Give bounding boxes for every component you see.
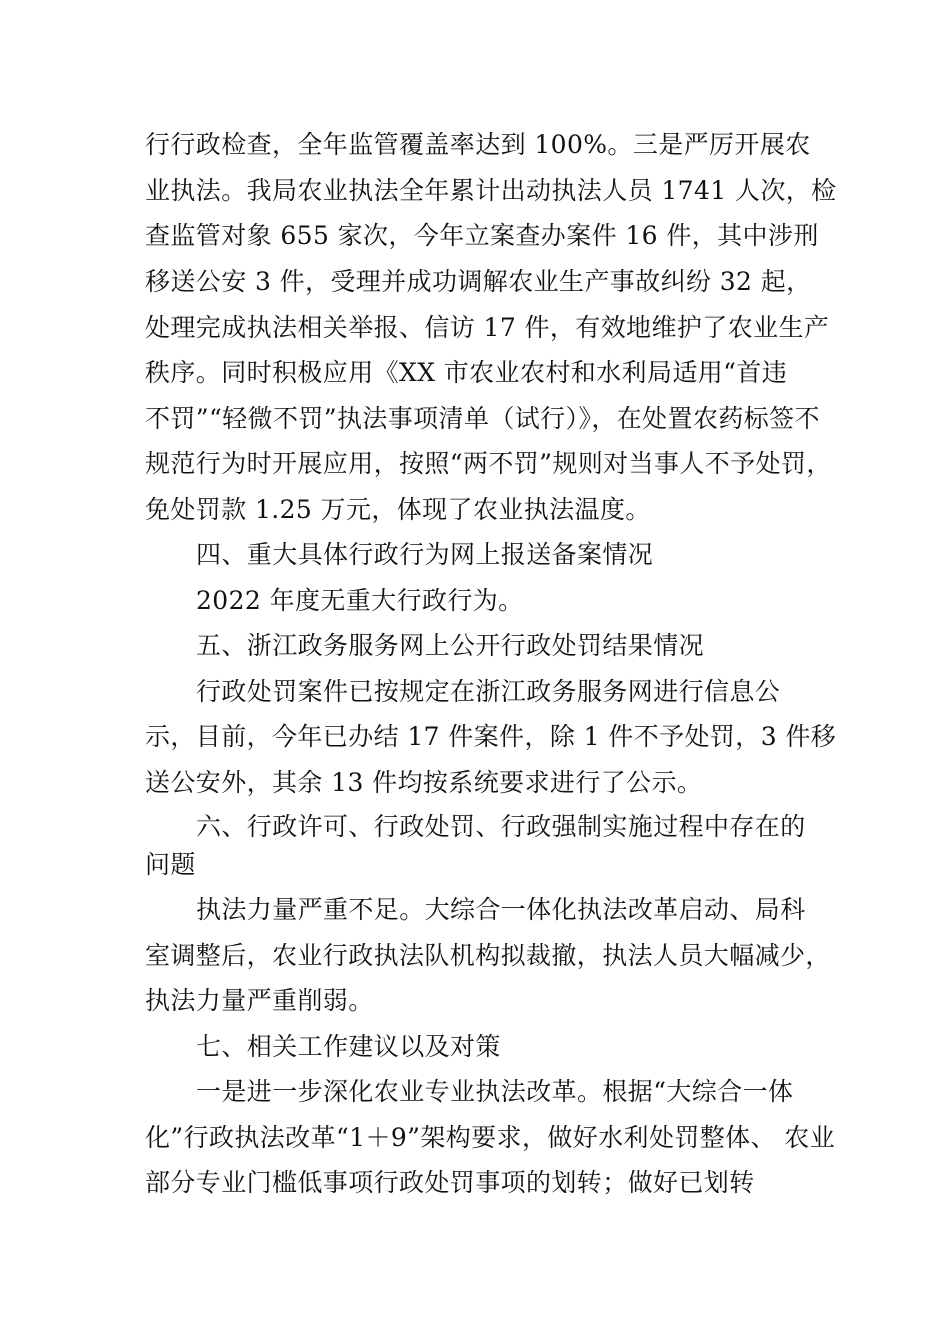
paragraph-line: 秩序。同时积极应用《XX 市农业农村和水利局适用“首违: [145, 358, 788, 387]
paragraph-line: 执法力量严重削弱。: [145, 986, 374, 1015]
paragraph-line: 示，目前，今年已办结 17 件案件，除 1 件不予处罚，3 件移: [145, 722, 837, 751]
paragraph-line: 执法力量严重不足。大综合一体化执法改革启动、局科: [196, 895, 806, 924]
paragraph-line: 免处罚款 1.25 万元，体现了农业执法温度。: [145, 495, 651, 524]
paragraph-line: 一是进一步深化农业专业执法改革。根据“大综合一体: [196, 1077, 794, 1106]
paragraph-line: 2022 年度无重大行政行为。: [196, 586, 524, 615]
paragraph-line: 规范行为时开展应用，按照“两不罚”规则对当事人不予处罚，: [145, 449, 832, 478]
paragraph-line: 室调整后，农业行政执法队机构拟裁撤，执法人员大幅减少，: [145, 941, 831, 970]
paragraph-line: 查监管对象 655 家次，今年立案查办案件 16 件，其中涉刑: [145, 221, 819, 250]
paragraph-line: 处理完成执法相关举报、信访 17 件，有效地维护了农业生产: [145, 313, 830, 342]
paragraph-line: 行政处罚案件已按规定在浙江政务服务网进行信息公: [196, 677, 781, 706]
section-heading: 六、行政许可、行政处罚、行政强制实施过程中存在的: [196, 812, 806, 841]
paragraph-line: 业执法。我局农业执法全年累计出动执法人员 1741 人次，检: [145, 176, 837, 205]
paragraph-line: 移送公安 3 件，受理并成功调解农业生产事故纠纷 32 起，: [145, 267, 812, 296]
section-heading: 五、浙江政务服务网上公开行政处罚结果情况: [196, 631, 705, 660]
paragraph-line: 送公安外，其余 13 件均按系统要求进行了公示。: [145, 768, 703, 797]
paragraph-line: 不罚”“轻微不罚”执法事项清单（试行）》，在处置农药标签不: [145, 404, 820, 433]
section-heading: 四、重大具体行政行为网上报送备案情况: [196, 540, 654, 569]
paragraph-line: 化”行政执法改革“1＋9”架构要求，做好水利处罚整体、 农业: [145, 1123, 836, 1152]
paragraph-line: 行行政检查，全年监管覆盖率达到 100%。三是严厉开展农: [145, 130, 811, 159]
paragraph-line: 部分专业门槛低事项行政处罚事项的划转；做好已划转: [145, 1168, 755, 1197]
section-heading: 问题: [145, 850, 196, 879]
section-heading: 七、相关工作建议以及对策: [196, 1032, 501, 1061]
